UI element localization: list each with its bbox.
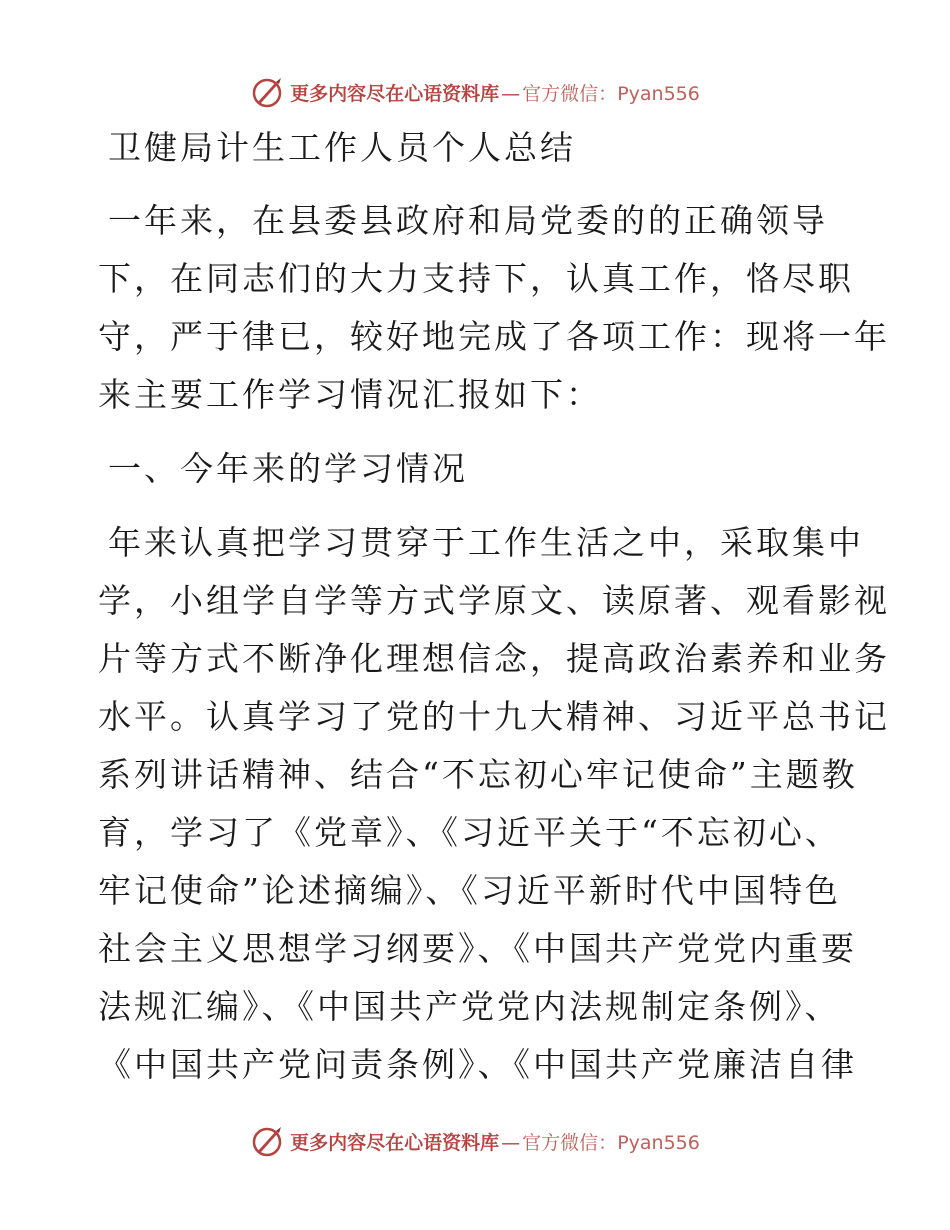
quill-pen-logo-icon bbox=[250, 1124, 284, 1158]
paragraph-line: 来主要工作学习情况汇报如下： bbox=[98, 375, 602, 414]
paragraph-line: 守，严于律已，较好地完成了各项工作：现将一年 bbox=[98, 317, 890, 356]
paragraph-line: 育，学习了《党章》、《习近平关于“不忘初心、 bbox=[98, 813, 841, 852]
paragraph-line: 水平。认真学习了党的十九大精神、习近平总书记 bbox=[98, 697, 890, 736]
paragraph-line: 片等方式不断净化理想信念，提高政治素养和业务 bbox=[98, 639, 890, 678]
paragraph-line: 一年来，在县委县政府和局党委的的正确领导 bbox=[108, 201, 828, 240]
watermark-separator: — bbox=[501, 82, 521, 105]
watermark-account-id: Pyan556 bbox=[617, 1131, 700, 1154]
paragraph-line: 社会主义思想学习纲要》、《中国共产党党内重要 bbox=[98, 929, 857, 968]
watermark-main-text: 更多内容尽在心语资料库 bbox=[290, 1131, 500, 1154]
paragraph-line: 年来认真把学习贯穿于工作生活之中，采取集中 bbox=[108, 523, 864, 562]
paragraph-line: 系列讲话精神、结合“不忘初心牢记使命”主题教 bbox=[98, 755, 858, 794]
paragraph-line: 下，在同志们的大力支持下，认真工作，恪尽职 bbox=[98, 259, 854, 298]
paragraph-line: 《中国共产党问责条例》、《中国共产党廉洁自律 bbox=[98, 1045, 857, 1084]
paragraph-line: 法规汇编》、《中国共产党党内法规制定条例》、 bbox=[98, 987, 841, 1026]
header-watermark bbox=[0, 72, 950, 112]
quill-pen-logo-icon bbox=[250, 75, 284, 109]
footer-watermark bbox=[0, 1121, 950, 1161]
paragraph-line: 牢记使命”论述摘编》、《习近平新时代中国特色 bbox=[98, 871, 841, 910]
watermark-account-label: 官方微信： bbox=[522, 82, 618, 105]
watermark-separator: — bbox=[501, 1131, 521, 1154]
paragraph-line: 学，小组学自学等方式学原文、读原著、观看影视 bbox=[98, 581, 890, 620]
document-title: 卫健局计生工作人员个人总结 bbox=[108, 128, 576, 167]
watermark-main-text: 更多内容尽在心语资料库 bbox=[290, 82, 500, 105]
watermark-account-label: 官方微信： bbox=[522, 1131, 618, 1154]
section-heading: 一、今年来的学习情况 bbox=[108, 449, 468, 488]
watermark-account-id: Pyan556 bbox=[617, 82, 700, 105]
